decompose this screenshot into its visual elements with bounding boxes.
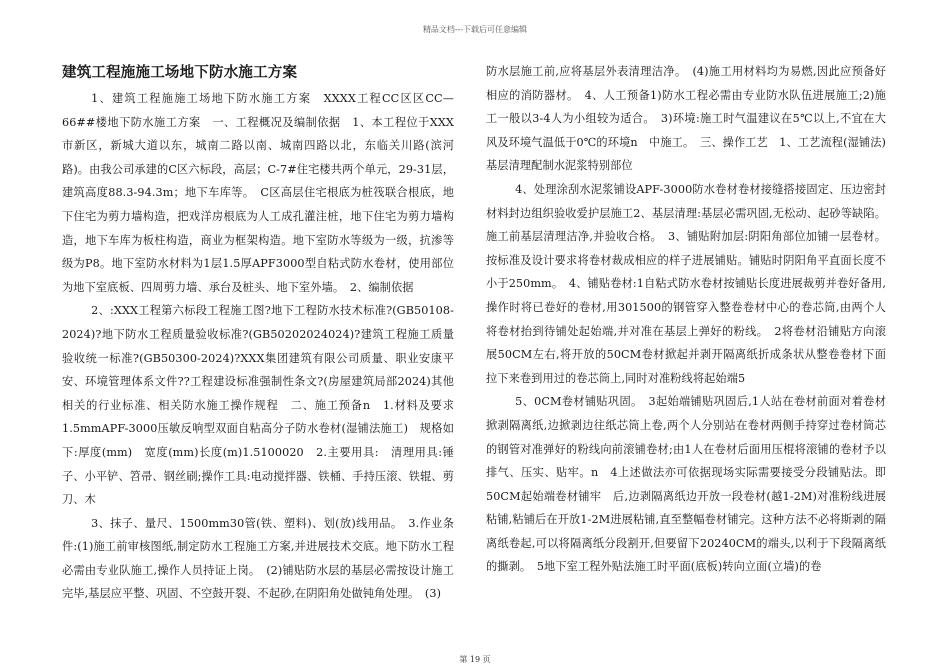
paragraph: 3、抹子、量尺、1500mm30管(铁、塑料)、划(放)线用品。 3.作业条件:(1)施工前审核图纸,制定防水工程施工方案,并进展技术交底。地下防水工程必需由专业队施工,操作人员持证上岗。 (2)铺贴防水层的基层必需按设计施工完毕,基层应平整、巩固、不空鼓开裂、不起砂,在阴阳角处做钝角处理。 (3) [62,516,454,601]
paragraph: 5、0CM卷材铺贴巩固。 3起始端铺贴巩固后,1人站在卷材前面对着卷材掀剥隔离纸,边掀剥边往纸芯筒上卷,两个人分别站在卷材两侧手持穿过卷材筒芯的钢管对准弹好的粉线向前滚铺卷材;由1人在卷材后面用压棍将滚铺的卷材予以排气、压实、贴牢。n 4上述做法亦可依据现场实际需要接受分段铺贴法。即50CM起始端卷材铺牢 后,边剥隔离纸边开放一段卷材(越1-2M)对准粉线进展粘铺,粘铺后在开放1-2M进展粘铺,直至整幅卷材铺完。这种方法不必将斯剥的隔离纸卷起,可以将隔离纸分段割开,但要留下20240CM的端头,以利于下段隔离纸的撕剥。 5地下室工程外贴法施工时平面(底板)转向立面(立墙)的卷 [486,395,886,574]
paragraph: 1、建筑工程施施工场地下防水施工方案 XXXX工程CC区区CC—66##楼地下防水施工方案 一、工程概况及编制依据 1、本工程位于XXX市新区，新城大道以东，城南二路以南、城南四路以北，东临关川路(滨河路)。由我公司承建的C区六标段，高层；C-7#住宅楼共两个单元，29-31层，建筑高度88.3-94.3m；地下车库等。 C区高层住宅根底为桩筏联合根底，地下住宅为剪力墙构造，把戏洋房根底为人工成孔灌注桩，地下住宅为剪力墙构造，地下车库为板柱构造，商业为框架构造。地下室防水等级为一级，抗渗等级为P8。地下室防水材料为1层1.5厚APF3000型自粘式防水卷材，使用部位为地下室底板、四周剪力墙、承台及桩头、地下室外墙。 2、编制依据 [62,92,454,294]
left-column [62,60,466,606]
header-note: 精品文档---下载后可任意编辑 [422,25,528,34]
paragraph: 4、处理涂刮水泥浆铺设APF-3000防水卷材卷材接缝搭接固定、压边密封材料封边组织验收爱护层施工2、基层清理:基层必需巩固,无松动、起砂等缺陷。施工前基层清理洁净,并验收合格。 3、铺贴附加层:阴阳角部位加铺一层卷材。按标准及设计要求将卷材裁成相应的样子进展铺贴。铺贴时阴阳角平直面长度不小于250mm。 4、铺贴卷材:1自粘式防水卷材按铺贴长度进展裁剪并卷好备用,操作时将已卷好的卷材,用301500的钢管穿入整卷卷材中心的卷芯筒,由两个人将卷材抬到待铺处起始端,并对准在基层上弹好的粉线。 2将卷材沿铺贴方向滚展50CM左右,将开放的50CM卷材掀起并剥开隔离纸折成条状从整卷卷材下面拉下来卷到用过的卷芯筒上,同时对准粉线将起始端5 [486,182,886,385]
document-title: 建筑工程施施工场地下防水施工方案 [62,65,298,81]
paragraph: 2、:XXX工程第六标段工程施工图?地下工程防水技术标准?(GB50108-2024)?地下防水工程质量验收标准?(GB50202024024)?建筑工程施工质量验收统一标准?(GB50300-2024)?XXX集团建筑有限公司质量、职业安康平安、环境管理体系文件??工程建设标准强制性条文?(房屋建筑局部2024)其他相关的行业标准、相关防水施工操作规程 二、施工预备n 1.材料及要求 1.5mmAPF-3000压敏反响型双面自粘高分子防水卷材(湿铺法施工) 规格如下:厚度(mm) 宽度(mm)长度(m)1.5100020 2.主要用具: 清理用具:锤子、小平铲、笤帚、钢丝刷;操作工具:电动搅拌器、铁桶、手持压滚、铁辊、剪刀、木 [62,304,466,507]
page-number: 第 19 页 [459,655,491,664]
paragraph: 防水层施工前,应将基层外表清理洁净。 (4)施工用材料均为易燃,因此应预备好相应的消防器材。 4、人工预备1)防水工程必需由专业防水队伍进展施工;2)施工一般以3-4人为小组较为适合。 3)环境:施工时气温建议在5℃以上,不宜在大风及环境气温低于0℃的环境n 中施工。 三、操作工艺 1、工艺流程(湿铺法)基层清理配制水泥浆特别部位 [486,65,886,173]
right-column [486,60,886,579]
